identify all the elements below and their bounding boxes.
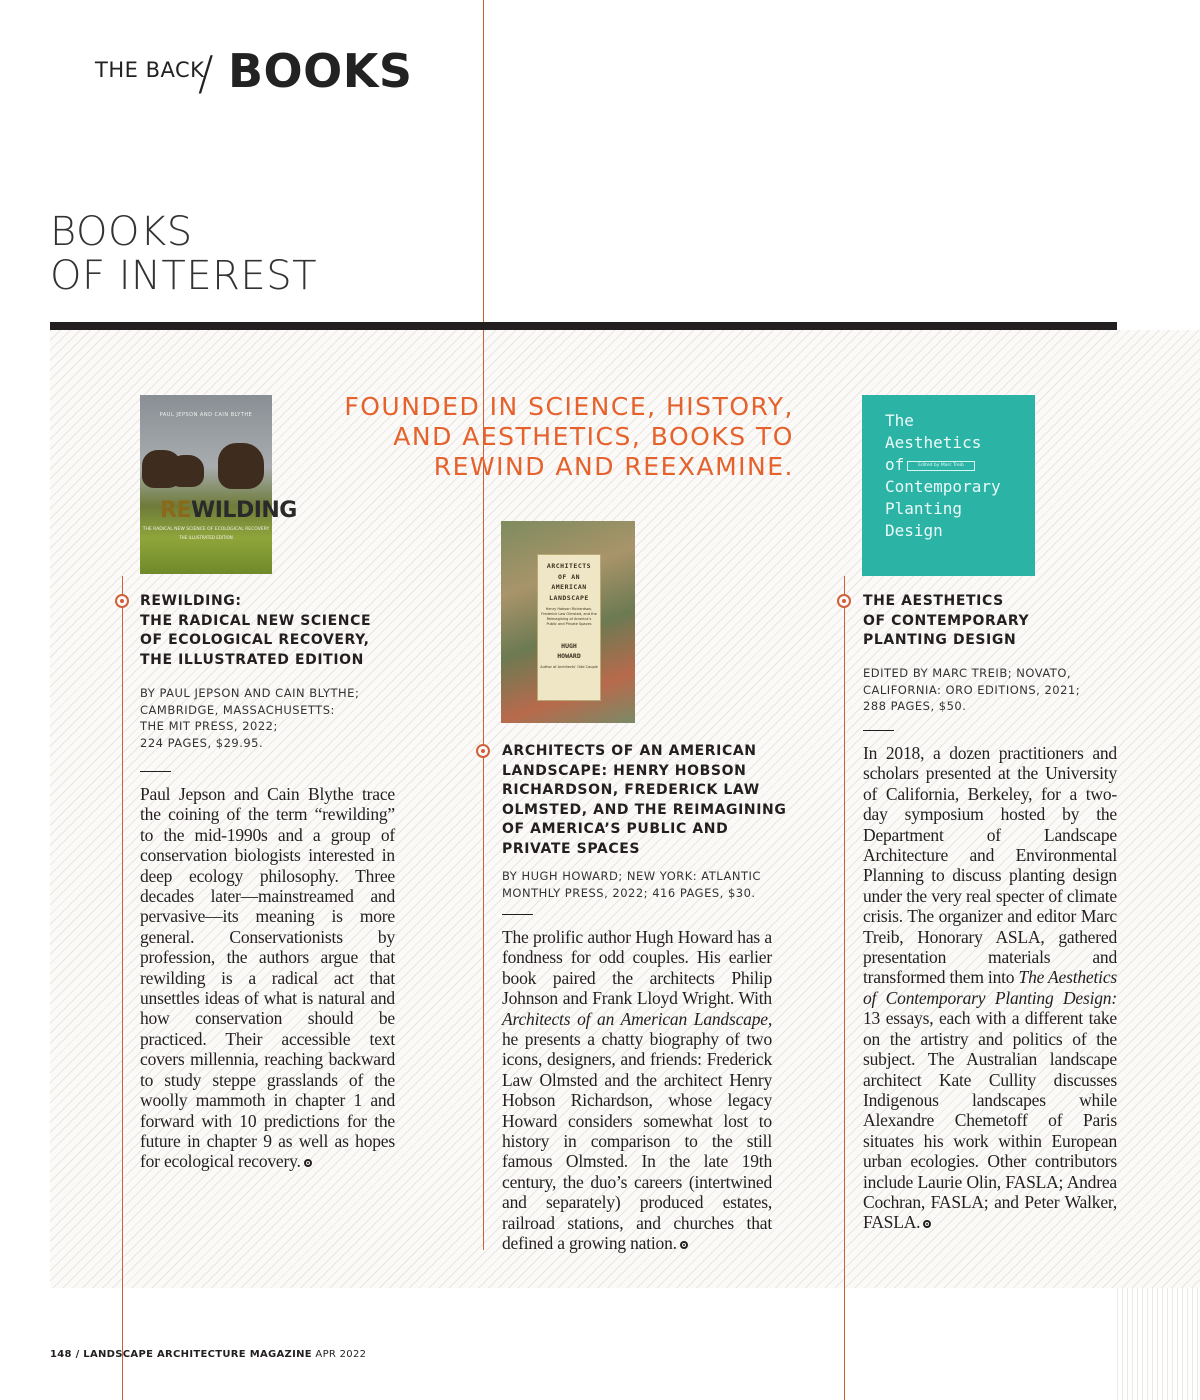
page-number: 148 <box>50 1349 72 1360</box>
cover-authors: PAUL JEPSON AND CAIN BLYTHE <box>159 412 253 418</box>
cover-subtitle: THE RADICAL NEW SCIENCE OF ECOLOGICAL RECOVERY <box>142 527 270 532</box>
divider <box>502 914 533 915</box>
end-mark-icon <box>304 1159 312 1167</box>
book-title-line: THE ILLUSTRATED EDITION <box>140 651 364 668</box>
section-label: THE BACK <box>95 58 205 82</box>
book-cover-architects <box>501 521 635 723</box>
book-title-line: LANDSCAPE: HENRY HOBSON <box>502 762 747 779</box>
review-text-italic: The Aesthetics of Contemporary Planting Design: <box>863 967 1117 1008</box>
book-title-line: OF CONTEMPORARY <box>863 612 1030 629</box>
cover-subtitle: Henry Hobson Richardson, Frederick Law Olmsted, and the Reimagining of America’s Public and Private Spaces <box>541 607 597 626</box>
bullet-marker <box>837 594 851 608</box>
issue-date: APR 2022 <box>315 1349 367 1360</box>
cover-title-line: OF AN <box>557 572 581 581</box>
cover-title-line: ARCHITECTS <box>546 562 592 570</box>
book-cover-rewilding <box>140 395 297 574</box>
book-title-line: REWILDING: <box>140 593 242 609</box>
guide-line-center-top <box>483 0 484 322</box>
tagline-line-1: FOUNDED IN SCIENCE, HISTORY, <box>344 392 794 421</box>
bison-illustration <box>170 455 204 487</box>
tagline-line-3: REWIND AND REEXAMINE. <box>433 452 794 481</box>
cover-author-note: Author of Architects’ Odd Couple <box>540 665 598 669</box>
book-review <box>140 784 395 1172</box>
review-text: In 2018, a dozen practitioners and scholars presented at the University of California, Berkeley, for a two-day symposium hosted by the Department of Landscape Architecture and Environmental Planning to discuss planting design under the very real specter of climate crisis. The organizer and editor Marc Treib, Honorary ASLA, gathered presentation materials and transformed them into <box>863 743 1117 988</box>
book-title-line: OF AMERICA’S PUBLIC AND <box>502 821 729 837</box>
cover-title <box>160 498 297 523</box>
cover-author-line: HOWARD <box>557 652 581 660</box>
book-meta-line: BY PAUL JEPSON AND CAIN BLYTHE; <box>140 686 360 700</box>
end-mark-icon <box>680 1241 688 1249</box>
book-title <box>140 592 440 670</box>
book-meta-line: BY HUGH HOWARD; NEW YORK: ATLANTIC <box>502 869 761 883</box>
book-title <box>863 592 1113 651</box>
page-title-line-1: BOOKS <box>50 209 193 255</box>
guide-line-right <box>844 576 845 1400</box>
review-text: Paul Jepson and Cain Blythe trace the coining of the term “rewilding” to the mid-1990s and a group of conservation biologists interested in deep ecology philosophy. Three decades later—mainstreamed and pervasive—its meaning is more general. Conservationists by profession, the authors argue that rewilding is a radical act that unsettles ideas of what is natural and how conservation should be practiced. Their accessible text covers millennia, reaching backward to study steppe grasslands of the woolly mammoth in chapter 1 and forward with 10 predictions for the future in chapter 9 as well as hopes for ecological recovery. <box>140 784 395 1172</box>
book-title <box>502 742 802 859</box>
cover-title-line: Planting <box>885 499 963 518</box>
book-meta-line: CALIFORNIA: ORO EDITIONS, 2021; <box>863 682 1081 697</box>
review-text-italic: Architects of an American Landscape, <box>502 1008 772 1029</box>
section-slash: / <box>198 46 214 100</box>
bison-illustration <box>218 443 264 489</box>
tagline-line-2: AND AESTHETICS, BOOKS TO <box>393 422 794 451</box>
book-meta-line: EDITED BY MARC TREIB; NOVATO, <box>863 666 1072 680</box>
bullet-marker <box>115 594 129 608</box>
cover-label <box>537 554 601 701</box>
title-rule <box>50 322 1117 330</box>
end-mark-icon <box>923 1220 931 1228</box>
book-title-line: PRIVATE SPACES <box>502 840 641 857</box>
footer-separator: / <box>71 1349 84 1360</box>
book-meta <box>502 868 802 901</box>
cover-title-rest: WILDING <box>190 498 297 523</box>
cover-title-line: LANDSCAPE <box>549 593 589 602</box>
page-title <box>50 210 317 298</box>
edge-texture <box>1117 1288 1200 1400</box>
magazine-name: LANDSCAPE ARCHITECTURE MAGAZINE <box>83 1349 312 1360</box>
cover-author <box>538 641 600 661</box>
cover-editor: Edited by Marc Treib <box>907 461 975 471</box>
book-title-line: THE RADICAL NEW SCIENCE <box>140 612 372 629</box>
cover-title-line: Contemporary <box>885 477 1001 496</box>
review-text: 13 essays, each with a different take on the artistry and politics of the subject. The Australian landscape architect Kate Cullity discusses Indigenous landscapes while Alexandre Chemetoff of Paris situates his work within European urban ecologies. Other contributors include Laurie Olin, FASLA; Andrea Cochran, FASLA; and Peter Walker, FASLA. <box>863 1008 1117 1233</box>
tagline <box>274 392 794 482</box>
book-meta-line: 224 PAGES, $29.95. <box>140 736 264 751</box>
cover-author-line: HUGH <box>561 642 577 650</box>
book-title-line: PLANTING DESIGN <box>863 632 1017 648</box>
book-meta-line: CAMBRIDGE, MASSACHUSETTS: <box>140 702 335 717</box>
page-footer <box>50 1349 366 1360</box>
divider <box>863 730 894 731</box>
cover-title <box>538 561 600 603</box>
section-title: BOOKS <box>228 44 413 98</box>
cover-title-line: of <box>885 455 905 474</box>
book-review <box>863 743 1117 1233</box>
cover-title <box>885 410 1025 542</box>
page-title-line-2: OF INTEREST <box>50 253 318 299</box>
cover-title-line: Design <box>885 521 943 540</box>
book-title-line: THE AESTHETICS <box>863 593 1004 609</box>
book-review <box>502 927 772 1254</box>
book-meta-line: 288 PAGES, $50. <box>863 699 967 714</box>
cover-title-line: The <box>885 411 914 430</box>
book-meta-line: THE MIT PRESS, 2022; <box>140 719 278 734</box>
book-meta <box>863 665 1113 715</box>
cover-edition: THE ILLUSTRATED EDITION <box>179 535 233 540</box>
book-meta-line: MONTHLY PRESS, 2022; 416 PAGES, $30. <box>502 885 756 900</box>
book-title-line: OLMSTED, AND THE REIMAGINING <box>502 801 787 818</box>
review-text: he presents a chatty biography of two icons, designers, and friends: Frederick Law Olmsted and the architect Henry Hobson Richardson, whose legacy Howard considers somewhat lost to history in comparison to the still famous Olmsted. In the late 19th century, the duo’s careers (intertwined and separately) produced estates, railroad stations, and churches that defined a growing nation. <box>502 1029 772 1254</box>
cover-title-line: AMERICAN <box>551 583 587 591</box>
guide-line-left <box>122 576 123 1400</box>
cover-title-re: RE <box>160 498 191 523</box>
bullet-marker <box>476 744 490 758</box>
cover-title-line: Aesthetics <box>885 433 982 452</box>
book-meta <box>140 685 440 752</box>
book-title-line: OF ECOLOGICAL RECOVERY, <box>140 632 370 648</box>
divider <box>140 771 171 772</box>
book-cover-aesthetics <box>862 395 1035 576</box>
book-title-line: ARCHITECTS OF AN AMERICAN <box>502 743 757 759</box>
review-text: The prolific author Hugh Howard has a fondness for odd couples. His earlier book paired the architects Philip Johnson and Frank Lloyd Wright. With <box>502 927 772 1009</box>
book-title-line: RICHARDSON, FREDERICK LAW <box>502 782 760 798</box>
